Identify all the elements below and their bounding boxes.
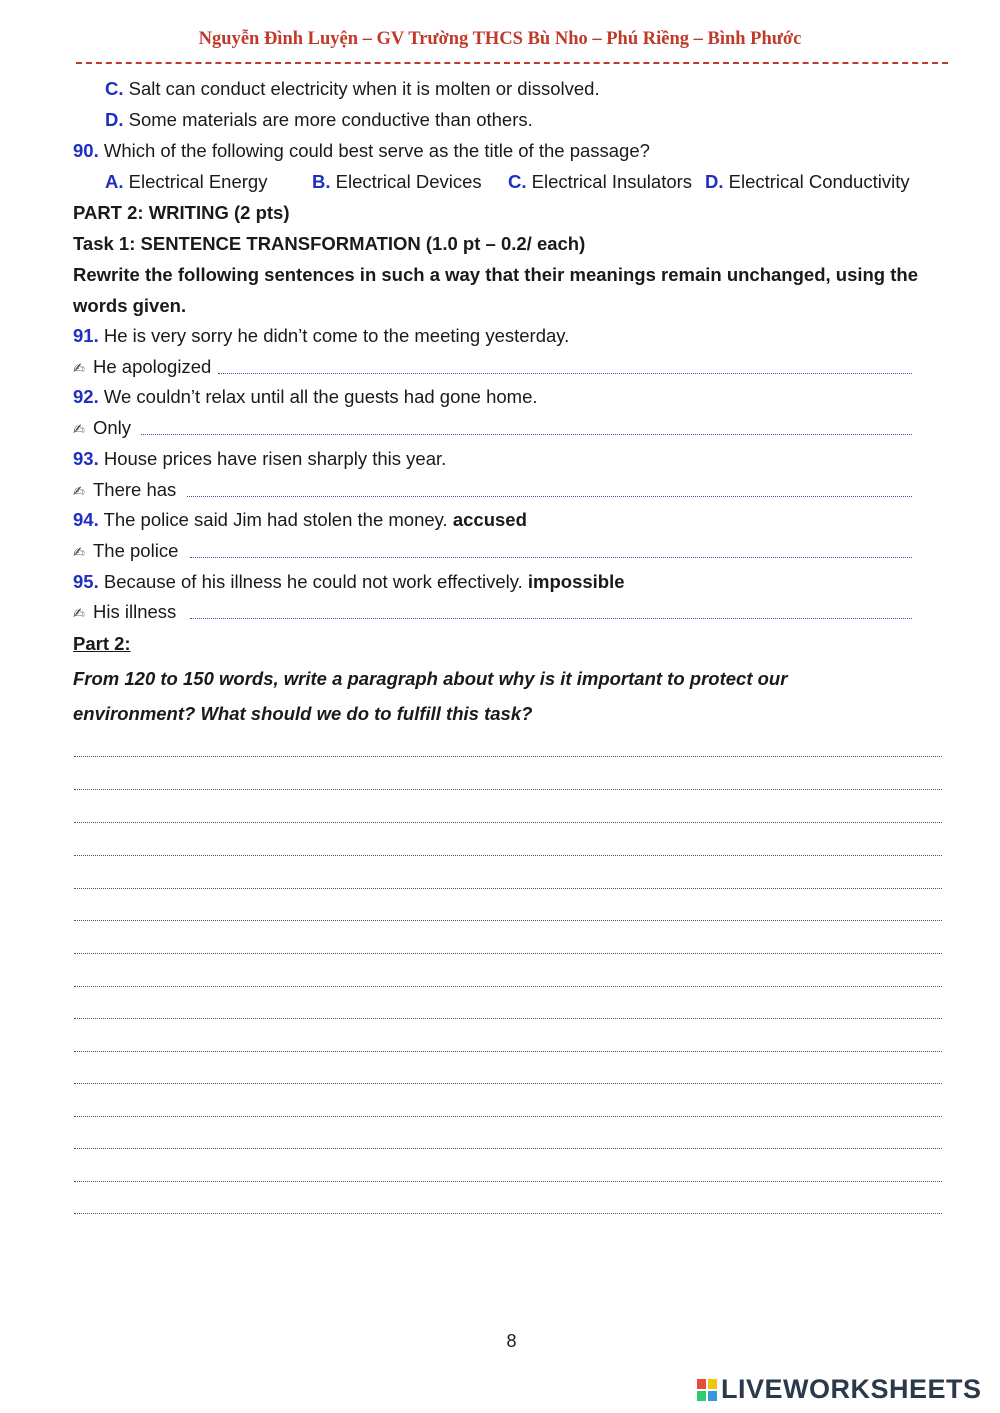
answer-line-94[interactable] — [190, 557, 912, 558]
writing-line[interactable] — [74, 1083, 942, 1084]
question-sentence: The police said Jim had stolen the money. — [103, 509, 448, 530]
question-sentence: House prices have risen sharply this year. — [103, 448, 447, 469]
question-number: 94. — [73, 509, 99, 530]
prompt-text: He apologized — [93, 356, 212, 377]
writing-line[interactable] — [74, 920, 942, 921]
writing-line[interactable] — [74, 855, 942, 856]
page-number: 8 — [506, 1331, 517, 1351]
q90-option-d — [705, 171, 910, 193]
option-text: Electrical Insulators — [531, 171, 693, 192]
pen-icon: ✍ — [73, 544, 85, 560]
q90-option-b — [312, 171, 482, 193]
answer-prompt-92 — [73, 417, 131, 439]
option-label: B. — [312, 171, 331, 192]
option-label: C. — [105, 78, 124, 99]
answer-line-91[interactable] — [218, 373, 912, 374]
answer-prompt-91 — [73, 356, 211, 378]
option-text: Some materials are more conductive than others. — [128, 109, 533, 130]
option-label: A. — [105, 171, 124, 192]
part-title: PART 2: WRITING (2 pts) — [73, 202, 290, 223]
option-text: Electrical Conductivity — [728, 171, 910, 192]
header-divider — [76, 62, 948, 64]
q90-option-a — [105, 171, 267, 193]
question-91 — [73, 325, 569, 347]
option-d-89 — [105, 109, 533, 131]
instruction-line-2: words given. — [73, 295, 187, 316]
question-text: Which of the following could best serve as the title of the passage? — [103, 140, 650, 161]
option-text: Salt can conduct electricity when it is molten or dissolved. — [128, 78, 600, 99]
prompt-text: His illness — [93, 601, 177, 622]
writing-line[interactable] — [74, 822, 942, 823]
question-94 — [73, 509, 527, 531]
writing-line[interactable] — [74, 789, 942, 790]
part2-prompt-line-1: From 120 to 150 words, write a paragraph about why is it important to protect our — [73, 668, 788, 689]
prompt-text: There has — [93, 479, 177, 500]
logo-text: LIVEWORKSHEETS — [721, 1374, 982, 1404]
question-number: 92. — [73, 386, 99, 407]
question-92 — [73, 386, 538, 408]
answer-line-95[interactable] — [190, 618, 912, 619]
prompt-text: The police — [93, 540, 179, 561]
answer-line-93[interactable] — [187, 496, 912, 497]
prompt-text: Only — [93, 417, 132, 438]
question-93 — [73, 448, 446, 470]
writing-line[interactable] — [74, 1018, 942, 1019]
task1-title: Task 1: SENTENCE TRANSFORMATION (1.0 pt – 0.2/ each) — [73, 233, 586, 254]
question-number: 91. — [73, 325, 99, 346]
pen-icon: ✍ — [73, 360, 85, 376]
logo-grid-icon — [697, 1379, 717, 1401]
answer-prompt-95 — [73, 601, 176, 623]
writing-line[interactable] — [74, 953, 942, 954]
part2-title: Part 2: — [73, 633, 131, 654]
question-sentence: He is very sorry he didn’t come to the meeting yesterday. — [103, 325, 570, 346]
question-90 — [73, 140, 650, 162]
option-text: Electrical Devices — [335, 171, 482, 192]
page-header-title: Nguyễn Đình Luyện – GV Trường THCS Bù Nho – Phú Riềng – Bình Phước — [198, 29, 802, 49]
option-label: D. — [105, 109, 124, 130]
answer-prompt-93 — [73, 479, 176, 501]
writing-line[interactable] — [74, 1148, 942, 1149]
option-label: D. — [705, 171, 724, 192]
writing-line[interactable] — [74, 1116, 942, 1117]
answer-prompt-94 — [73, 540, 178, 562]
pen-icon: ✍ — [73, 421, 85, 437]
liveworksheets-logo[interactable] — [697, 1374, 982, 1405]
writing-line[interactable] — [74, 756, 942, 757]
writing-line[interactable] — [74, 1051, 942, 1052]
instruction-line-1: Rewrite the following sentences in such a way that their meanings remain unchanged, using the — [73, 264, 918, 285]
part2-prompt-line-2: environment? What should we do to fulfill this task? — [73, 703, 533, 724]
pen-icon: ✍ — [73, 605, 85, 621]
writing-line[interactable] — [74, 1213, 942, 1214]
q90-option-c — [508, 171, 692, 193]
writing-line[interactable] — [74, 986, 942, 987]
answer-line-92[interactable] — [141, 434, 912, 435]
question-95 — [73, 571, 625, 593]
option-label: C. — [508, 171, 527, 192]
cue-word: impossible — [527, 571, 625, 592]
cue-word: accused — [452, 509, 527, 530]
question-number: 95. — [73, 571, 99, 592]
question-number: 93. — [73, 448, 99, 469]
pen-icon: ✍ — [73, 483, 85, 499]
writing-line[interactable] — [74, 1181, 942, 1182]
question-sentence: We couldn’t relax until all the guests had gone home. — [103, 386, 538, 407]
option-c-89 — [105, 78, 600, 100]
question-sentence: Because of his illness he could not work effectively. — [103, 571, 523, 592]
writing-line[interactable] — [74, 888, 942, 889]
option-text: Electrical Energy — [128, 171, 268, 192]
question-number: 90. — [73, 140, 99, 161]
